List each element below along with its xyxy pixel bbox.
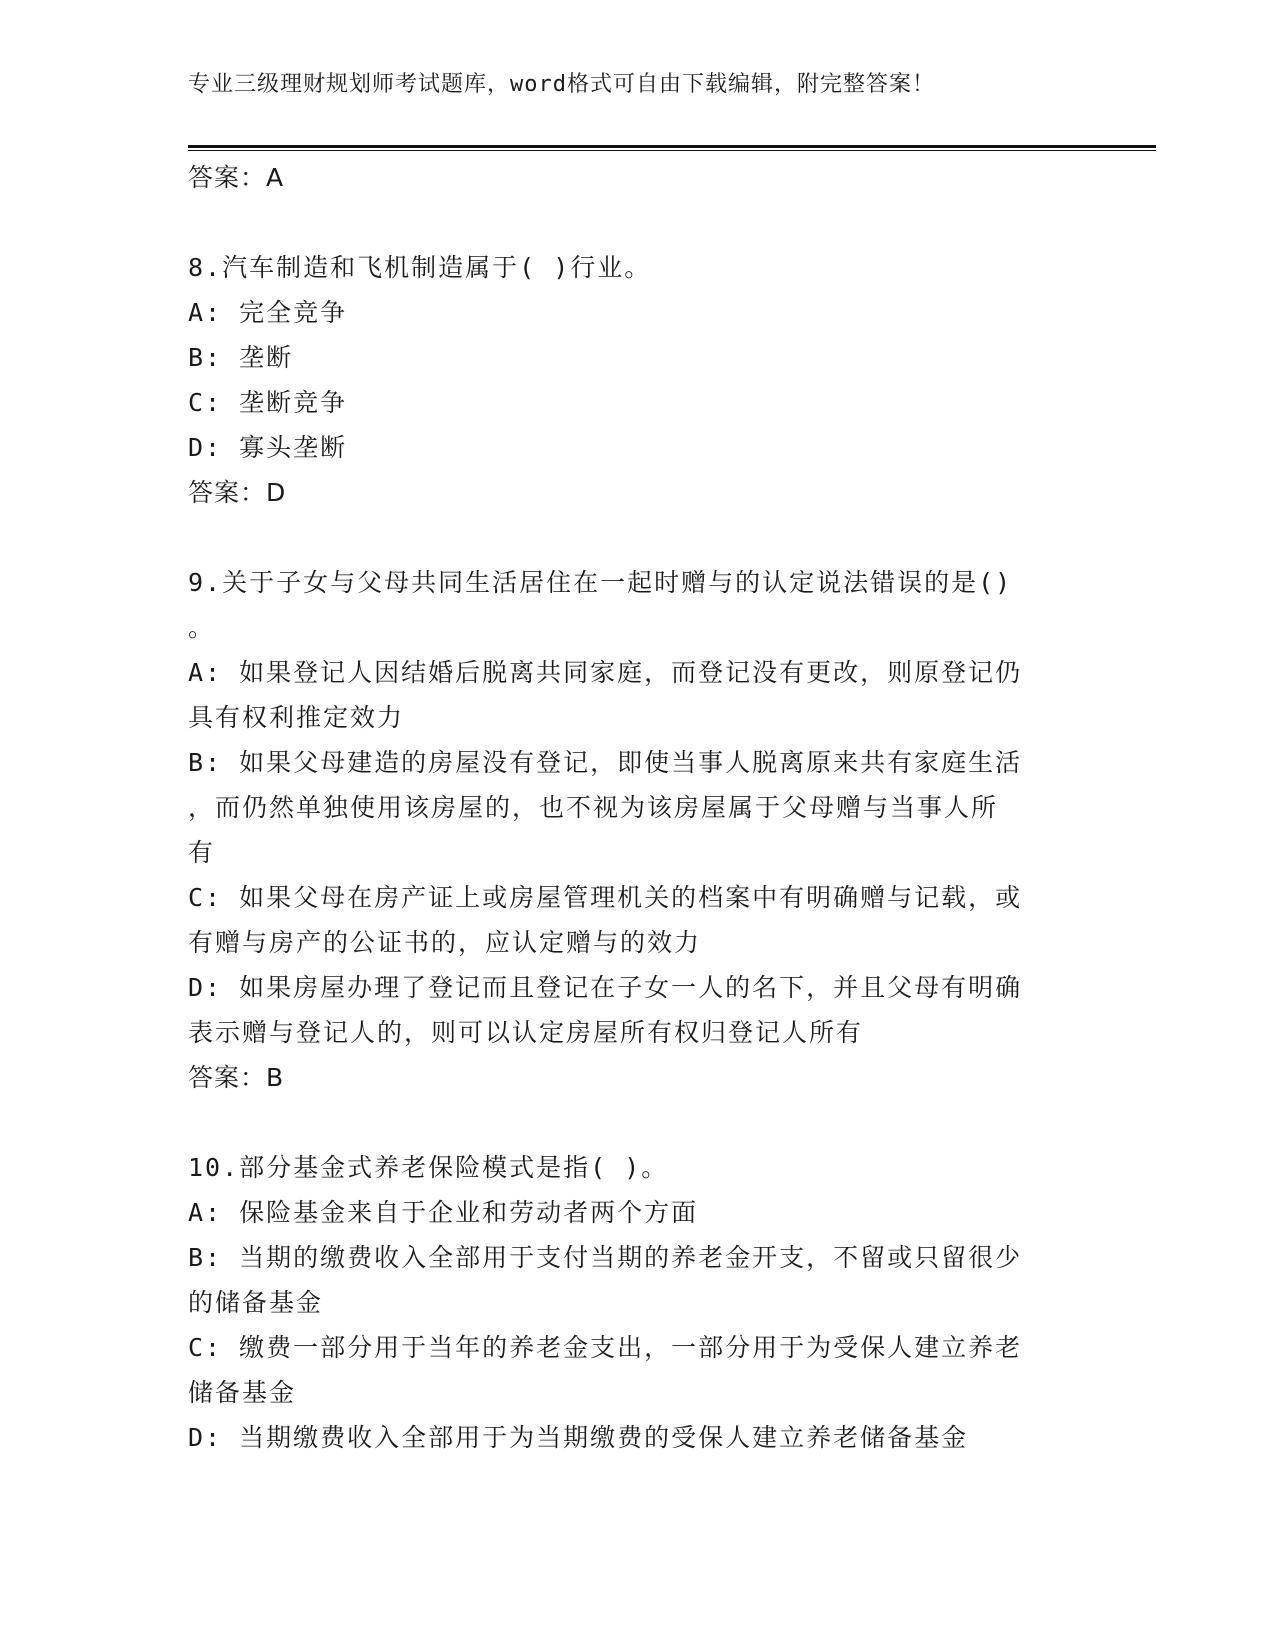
header-divider <box>188 145 1156 151</box>
question-block <box>188 1235 1088 1325</box>
question-block <box>188 290 1088 335</box>
question-block <box>188 965 1088 1055</box>
text-line: D: 寡头垄断 <box>188 433 348 462</box>
text-line: C: 如果父母在房产证上或房屋管理机关的档案中有明确赠与记载，或 <box>188 883 1023 912</box>
text-line: 的储备基金 <box>188 1288 324 1317</box>
text-line: B: 如果父母建造的房屋没有登记，即使当事人脱离原来共有家庭生活 <box>188 748 1023 777</box>
section-gap <box>188 1100 1088 1145</box>
section-gap <box>188 200 1088 245</box>
question-block <box>188 650 1088 740</box>
text-line: 答案：D <box>188 478 287 507</box>
text-line: 有赠与房产的公证书的，应认定赠与的效力 <box>188 928 702 957</box>
text-line: ，而仍然单独使用该房屋的，也不视为该房屋属于父母赠与当事人所 <box>188 793 999 822</box>
text-line: 储备基金 <box>188 1378 297 1407</box>
question-block <box>188 425 1088 470</box>
text-line: 10.部分基金式养老保险模式是指( )。 <box>188 1153 669 1182</box>
question-block <box>188 1190 1088 1235</box>
question-block <box>188 1415 1088 1460</box>
document-body <box>188 155 1088 1460</box>
text-line: A: 保险基金来自于企业和劳动者两个方面 <box>188 1198 699 1227</box>
text-line: C: 缴费一部分用于当年的养老金支出，一部分用于为受保人建立养老 <box>188 1333 1023 1362</box>
text-line: D: 如果房屋办理了登记而且登记在子女一人的名下，并且父母有明确 <box>188 973 1023 1002</box>
text-line: 答案：A <box>188 163 285 192</box>
text-line: 9.关于子女与父母共同生活居住在一起时赠与的认定说法错误的是() <box>188 568 1013 597</box>
text-line: 具有权利推定效力 <box>188 703 405 732</box>
text-line: D: 当期缴费收入全部用于为当期缴费的受保人建立养老储备基金 <box>188 1423 969 1452</box>
text-line: 8.汽车制造和飞机制造属于( )行业。 <box>188 253 652 282</box>
question-block <box>188 875 1088 965</box>
text-line: A: 完全竞争 <box>188 298 348 327</box>
question-block <box>188 380 1088 425</box>
answer-line <box>188 470 1088 515</box>
text-line: 。 <box>188 613 216 642</box>
question-block <box>188 1145 1088 1190</box>
question-block <box>188 560 1088 650</box>
question-block <box>188 740 1088 875</box>
text-line: C: 垄断竞争 <box>188 388 348 417</box>
text-line: A: 如果登记人因结婚后脱离共同家庭，而登记没有更改，则原登记仍 <box>188 658 1023 687</box>
section-gap <box>188 515 1088 560</box>
question-block <box>188 335 1088 380</box>
answer-line <box>188 155 1088 200</box>
text-line: B: 当期的缴费收入全部用于支付当期的养老金开支，不留或只留很少 <box>188 1243 1023 1272</box>
text-line: 有 <box>188 838 216 867</box>
text-line: 表示赠与登记人的，则可以认定房屋所有权归登记人所有 <box>188 1018 864 1047</box>
question-block <box>188 245 1088 290</box>
text-line: 答案：B <box>188 1063 285 1092</box>
page-header: 专业三级理财规划师考试题库，word格式可自由下载编辑，附完整答案！ <box>188 72 935 97</box>
question-block <box>188 1325 1088 1415</box>
text-line: B: 垄断 <box>188 343 294 372</box>
answer-line <box>188 1055 1088 1100</box>
